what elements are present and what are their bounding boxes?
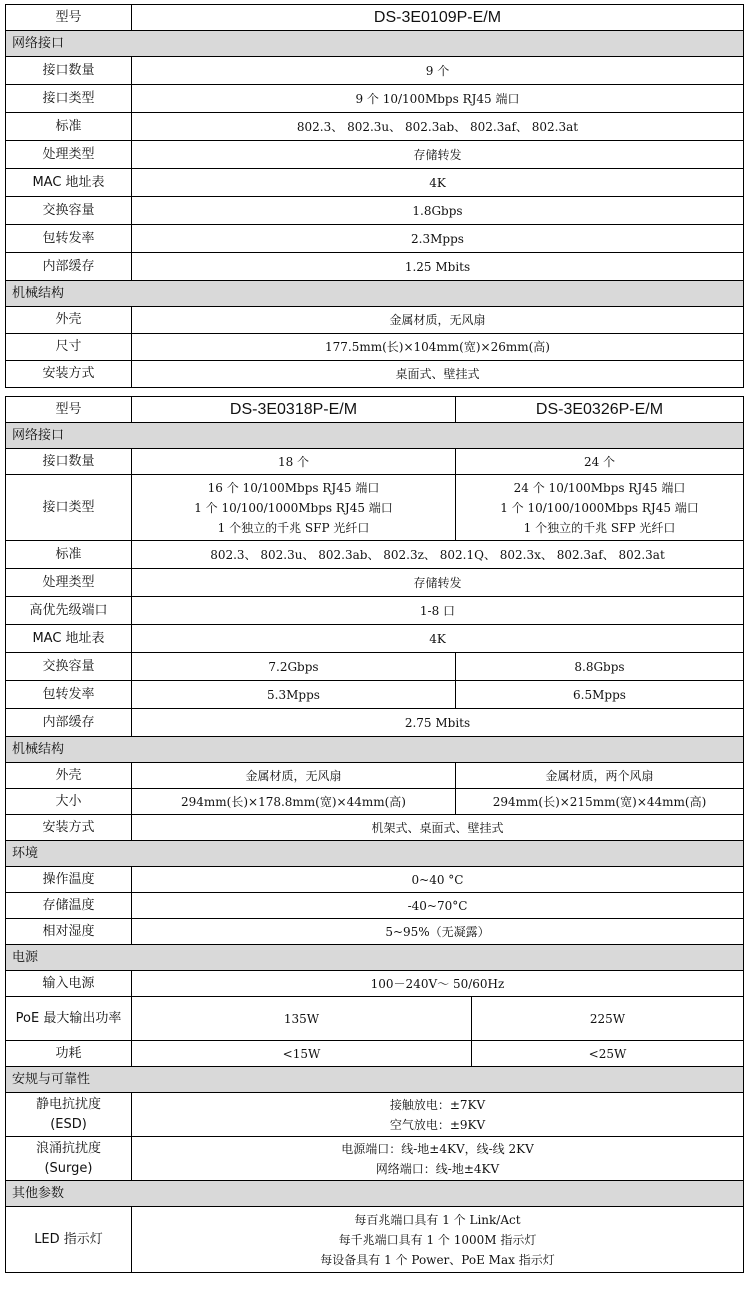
table-row: 交换容量 1.8Gbps [6, 197, 744, 225]
spec-table-ds-3e0318p-3e0326p [5, 396, 744, 1273]
table-row: 静电抗扰度 (ESD) 接触放电：±7KV 空气放电：±9KV [6, 1093, 744, 1137]
section-mechanical: 机械结构 [6, 281, 744, 307]
table-row: PoE 最大输出功率 135W 225W [6, 997, 744, 1041]
table-row: LED 指示灯 每百兆端口具有 1 个 Link/Act 每千兆端口具有 1 个 1000M 指示灯 每设备具有 1 个 Power、PoE Max 指示灯 [6, 1207, 744, 1273]
table-row: 尺寸 177.5mm(长)×104mm(宽)×26mm(高) [6, 334, 744, 361]
table-row: 外壳 金属材质，无风扇 金属材质，两个风扇 [6, 763, 744, 789]
model-b-name: DS-3E0326P-E/M [456, 397, 744, 423]
table-row: 接口数量 9 个 [6, 57, 744, 85]
table-row: 大小 294mm(长)×178.8mm(宽)×44mm(高) 294mm(长)×215mm(宽)×44mm(高) [6, 789, 744, 815]
table-row: 功耗 <15W <25W [6, 1041, 744, 1067]
header-row [6, 5, 744, 31]
model-a-name: DS-3E0318P-E/M [132, 397, 456, 423]
section-network: 网络接口 [6, 31, 744, 57]
table-row: 相对湿度 5~95%（无凝露） [6, 919, 744, 945]
table-row: 安装方式 桌面式、壁挂式 [6, 361, 744, 388]
model-label: 型号 [6, 397, 132, 423]
table-row: 包转发率 5.3Mpps 6.5Mpps [6, 681, 744, 709]
section-network: 网络接口 [6, 423, 744, 449]
table-row: 接口类型 9 个 10/100Mbps RJ45 端口 [6, 85, 744, 113]
section-other: 其他参数 [6, 1181, 744, 1207]
table-row: 接口类型 16 个 10/100Mbps RJ45 端口 1 个 10/100/1000Mbps RJ45 端口 1 个独立的千兆 SFP 光纤口 24 个 10/100Mbps RJ45 端口 1 个 10/100/1000Mbps RJ45 端口 1 个独立的千兆 SFP 光纤口 [6, 475, 744, 541]
table-row: MAC 地址表 4K [6, 169, 744, 197]
section-power: 电源 [6, 945, 744, 971]
section-safety: 安规与可靠性 [6, 1067, 744, 1093]
model-label: 型号 [6, 5, 132, 31]
table-row: 操作温度 0~40 °C [6, 867, 744, 893]
table-row: 处理类型 存储转发 [6, 141, 744, 169]
table-row: 内部缓存 1.25 Mbits [6, 253, 744, 281]
table-row: 包转发率 2.3Mpps [6, 225, 744, 253]
table-row: 处理类型 存储转发 [6, 569, 744, 597]
header-row [6, 397, 744, 423]
model-name: DS-3E0109P-E/M [132, 5, 744, 31]
table-row: 标准 802.3、 802.3u、 802.3ab、 802.3z、 802.1Q、 802.3x、 802.3af、 802.3at [6, 541, 744, 569]
table-row: 交换容量 7.2Gbps 8.8Gbps [6, 653, 744, 681]
table-row: 内部缓存 2.75 Mbits [6, 709, 744, 737]
table-row: MAC 地址表 4K [6, 625, 744, 653]
table-row: 输入电源 100－240V～ 50/60Hz [6, 971, 744, 997]
table-row: 浪涌抗扰度 (Surge) 电源端口：线-地±4KV，线-线 2KV 网络端口：线-地±4KV [6, 1137, 744, 1181]
table-row: 标准 802.3、 802.3u、 802.3ab、 802.3af、 802.3at [6, 113, 744, 141]
spec-table-ds-3e0109p [5, 4, 744, 388]
table-row: 高优先级端口 1-8 口 [6, 597, 744, 625]
section-environment: 环境 [6, 841, 744, 867]
section-mechanical: 机械结构 [6, 737, 744, 763]
table-row: 安装方式 机架式、桌面式、壁挂式 [6, 815, 744, 841]
table-row: 接口数量 18 个 24 个 [6, 449, 744, 475]
table-row: 存储温度 -40~70°C [6, 893, 744, 919]
table-row: 外壳 金属材质，无风扇 [6, 307, 744, 334]
